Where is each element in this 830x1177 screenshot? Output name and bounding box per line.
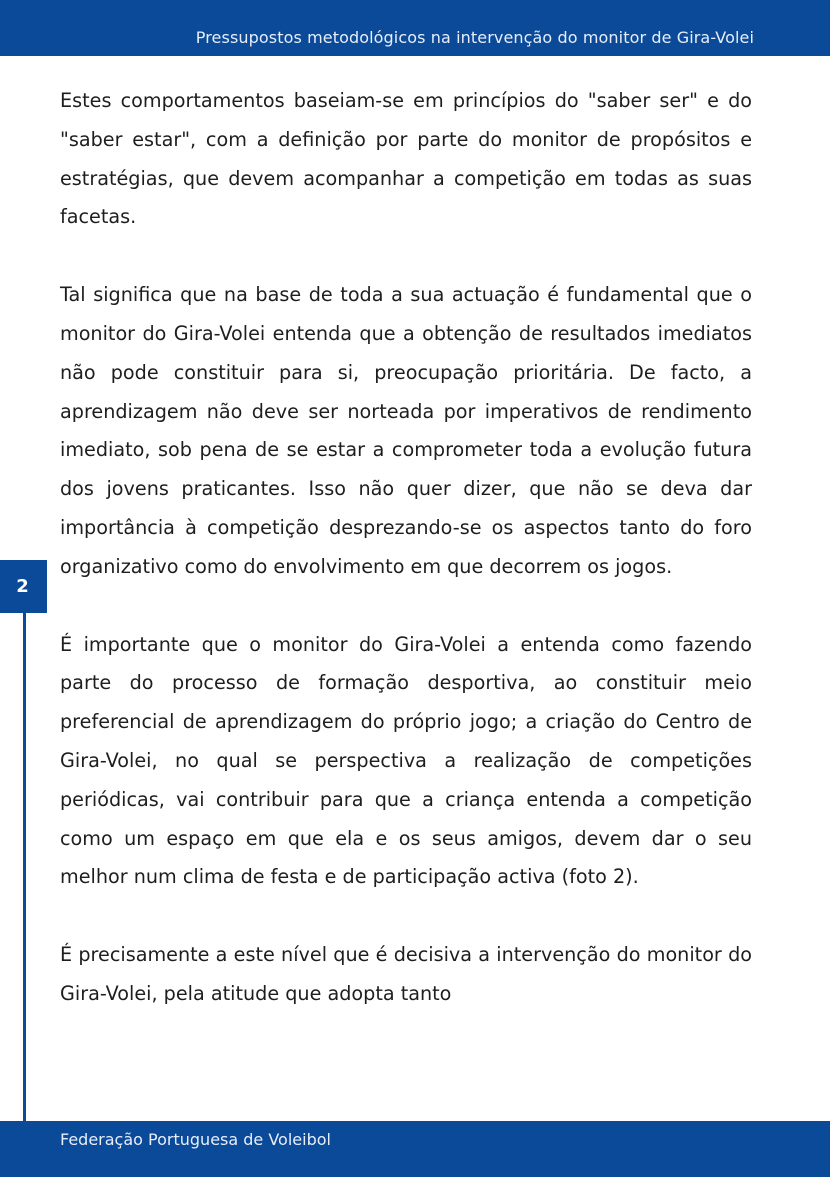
paragraph: Estes comportamentos baseiam-se em princípios do "saber ser" e do "saber estar", com a definição por parte do monitor de propósitos e estratégias, que devem acompanhar a competição em todas as suas facetas. — [60, 89, 752, 229]
page-header — [0, 0, 830, 56]
margin-rule — [23, 610, 26, 1121]
footer-title: Federação Portuguesa de Voleibol — [60, 1130, 331, 1149]
page-number: 2 — [0, 560, 47, 613]
body-text — [60, 82, 752, 1014]
running-header-title: Pressupostos metodológicos na intervenção do monitor de Gira-Volei — [195, 28, 754, 47]
paragraph: Tal significa que na base de toda a sua actuação é fundamental que o monitor do Gira-Volei entenda que a obtenção de resultados imediatos não pode constituir para si, preocupação prioritária. De facto, a aprendizagem não deve ser norteada por imperativos de rendimento imediato, sob pena de se estar a comprometer toda a evolução futura dos jovens praticantes. Isso não quer dizer, que não se deva dar importância à competição desprezando-se os aspectos tanto do foro organizativo como do envolvimento em que decorrem os jogos. — [60, 283, 752, 578]
paragraph: É precisamente a este nível que é decisiva a intervenção do monitor do Gira-Volei, pela atitude que adopta tanto — [60, 943, 752, 1005]
page-footer — [0, 1121, 830, 1177]
paragraph: É importante que o monitor do Gira-Volei a entenda como fazendo parte do processo de formação desportiva, ao constituir meio preferencial de aprendizagem do próprio jogo; a criação do Centro de Gira-Volei, no qual se perspectiva a realização de competições periódicas, vai contribuir para que a criança entenda a competição como um espaço em que ela e os seus amigos, devem dar o seu melhor num clima de festa e de participação activa (foto 2). — [60, 632, 752, 889]
